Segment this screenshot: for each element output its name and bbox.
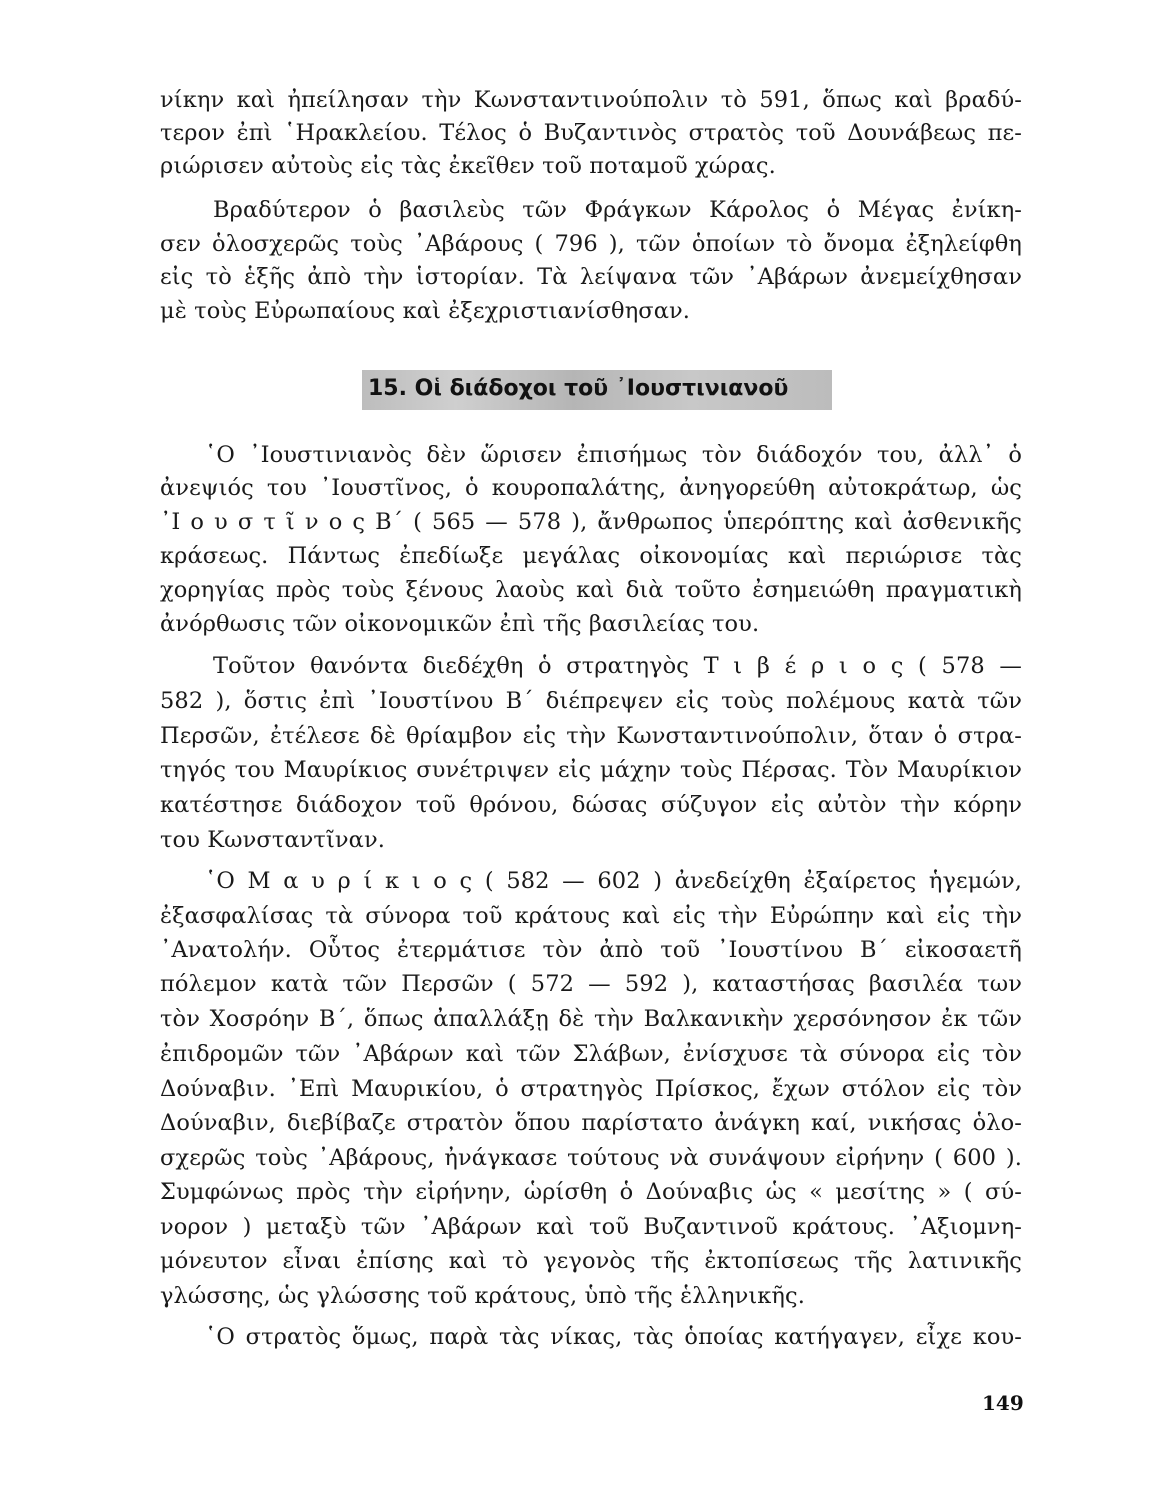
text-line-19: του Κωνσταντῖναν. [160,827,386,853]
text-line-32: γλώσσης, ὡς γλώσσης τοῦ κράτους, ὑπὸ τῆς ἑλληνικῆς. [160,1283,805,1309]
text-line-33: ῾Ο στρατὸς ὅμως, παρὰ τὰς νίκας, τὰς ὁποίας κατήγαγεν, εἶχε κου- [205,1324,1022,1350]
text-line-1: νίκην καὶ ἠπείλησαν τὴν Κωνσταντινούπολιν τὸ 591, ὅπως καὶ βραδύ- [160,87,1022,113]
text-line-15: 582 ), ὅστις ἐπὶ ᾿Ιουστίνου Β΄ διέπρεψεν εἰς τοὺς πολέμους κατὰ τῶν [160,688,1022,714]
text-line-2: τερον ἐπὶ ῾Ηρακλείου. Τέλος ὁ Βυζαντινὸς στρατὸς τοῦ Δουνάβεως πε- [160,120,1022,146]
text-line-16: Περσῶν, ἐτέλεσε δὲ θρίαμβον εἰς τὴν Κωνσταντινούπολιν, ὅταν ὁ στρα- [160,723,1022,749]
text-line-9: ἀνεψιός του ᾿Ιουστῖνος, ὁ κουροπαλάτης, ἀνηγορεύθη αὐτοκράτωρ, ὡς [160,475,1022,501]
text-line-21: ἐξασφαλίσας τὰ σύνορα τοῦ κράτους καὶ εἰς τὴν Εὐρώπην καὶ εἰς τὴν [160,903,1022,929]
text-line-24: τὸν Χοσρόην Β΄, ὅπως ἀπαλλάξῃ δὲ τὴν Βαλκανικὴν χερσόνησον ἐκ τῶν [160,1006,1022,1032]
text-line-14: Τοῦτον θανόντα διεδέχθη ὁ στρατηγὸς Τ ι β έ ρ ι ο ς ( 578 — [213,653,1022,679]
text-line-26: Δούναβιν. ᾿Επὶ Μαυρικίου, ὁ στρατηγὸς Πρίσκος, ἔχων στόλον εἰς τὸν [160,1076,1022,1102]
text-line-17: τηγός του Μαυρίκιος συνέτριψεν εἰς μάχην τοὺς Πέρσας. Τὸν Μαυρίκιον [160,757,1022,783]
text-line-18: κατέστησε διάδοχον τοῦ θρόνου, δώσας σύζυγον εἰς αὐτὸν τὴν κόρην [160,792,1022,818]
text-line-23: πόλεμον κατὰ τῶν Περσῶν ( 572 — 592 ), καταστήσας βασιλέα των [160,971,1022,997]
text-line-29: Συμφώνως πρὸς τὴν εἰρήνην, ὡρίσθη ὁ Δούναβις ὡς « μεσίτης » ( σύ- [160,1179,1022,1205]
text-line-20: ῾Ο Μ α υ ρ ί κ ι ο ς ( 582 — 602 ) ἀνεδείχθη ἐξαίρετος ἡγεμών, [205,868,1022,894]
text-line-13: ἀνόρθωσις τῶν οἰκονομικῶν ἐπὶ τῆς βασιλείας του. [160,611,760,637]
text-line-30: νορον ) μεταξὺ τῶν ᾿Αβάρων καὶ τοῦ Βυζαντινοῦ κράτους. ᾿Αξιομνη- [160,1214,1022,1240]
text-line-4: Βραδύτερον ὁ βασιλεὺς τῶν Φράγκων Κάρολος ὁ Μέγας ἐνίκη- [213,197,1022,223]
text-line-10: ᾿Ι ο υ σ τ ῖ ν ο ς Β΄ ( 565 — 578 ), ἄνθρωπος ὑπερόπτης καὶ ἀσθενικῆς [160,509,1022,535]
text-line-22: ᾿Ανατολήν. Οὗτος ἐτερμάτισε τὸν ἀπὸ τοῦ ᾿Ιουστίνου Β΄ εἰκοσαετῆ [160,937,1022,963]
text-line-31: μόνευτον εἶναι ἐπίσης καὶ τὸ γεγονὸς τῆς ἐκτοπίσεως τῆς λατινικῆς [160,1248,1022,1274]
text-line-28: σχερῶς τοὺς ᾿Αβάρους, ἠνάγκασε τούτους νὰ συνάψουν εἰρήνην ( 600 ). [160,1145,1022,1171]
text-line-27: Δούναβιν, διεβίβαζε στρατὸν ὅπου παρίστατο ἀνάγκη καί, νικήσας ὁλο- [160,1110,1022,1136]
text-line-25: ἐπιδρομῶν τῶν ᾿Αβάρων καὶ τῶν Σλάβων, ἐνίσχυσε τὰ σύνορα εἰς τὸν [160,1041,1022,1067]
page-number: 149 [982,1391,1024,1415]
text-line-5: σεν ὁλοσχερῶς τοὺς ᾿Αβάρους ( 796 ), τῶν ὁποίων τὸ ὄνομα ἐξηλείφθη [160,231,1022,257]
text-line-7: μὲ τοὺς Εὐρωπαίους καὶ ἐξεχριστιανίσθησαν. [160,298,691,324]
text-line-8: ῾Ο ᾿Ιουστινιανὸς δὲν ὥρισεν ἐπισήμως τὸν διάδοχόν του, ἀλλ᾿ ὁ [205,442,1022,468]
text-line-11: κράσεως. Πάντως ἐπεδίωξε μεγάλας οἰκονομίας καὶ περιώρισε τὰς [160,543,1022,569]
text-line-3: ριώρισεν αὐτοὺς εἰς τὰς ἐκεῖθεν τοῦ ποταμοῦ χώρας. [160,153,776,179]
section-heading: 15. Οἱ διάδοχοι τοῦ ᾿Ιουστινιανοῦ [368,376,789,401]
text-line-12: χορηγίας πρὸς τοὺς ξένους λαοὺς καὶ διὰ τοῦτο ἐσημειώθη πραγματικὴ [160,577,1022,603]
text-line-6: εἰς τὸ ἑξῆς ἀπὸ τὴν ἱστορίαν. Τὰ λείψανα τῶν ᾿Αβάρων ἀνεμείχθησαν [160,264,1022,290]
